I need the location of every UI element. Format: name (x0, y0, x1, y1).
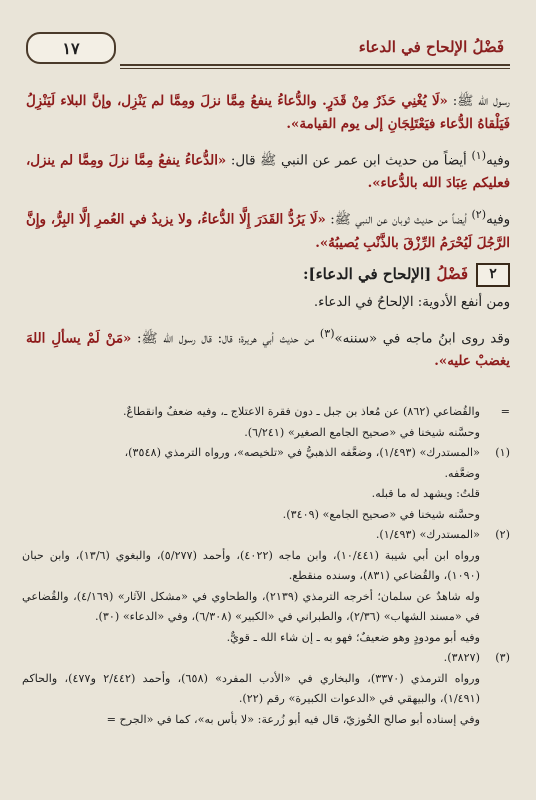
header-rule (120, 64, 510, 66)
paragraph-3-intro: وفيه (486, 212, 510, 228)
paragraph-5 (26, 322, 510, 373)
section-title (303, 263, 468, 286)
footnote-2-line-3: وله شاهدٌ عن سلمان؛ أخرجه الترمذي (٢١٣٩)، والطحاوي في «مشكل الآثار» (٤/١٦٩)، والقُضاعي في «مسند الشهاب» (٢/٣٦)، والطبراني في «الكبير» (٦/٣٠٨)، وفي «الدعاء» (٣٠). (22, 589, 480, 623)
paragraph-3 (26, 203, 510, 254)
footnote-2-line-4: وفيه أبو مودودٍ وهو ضعيفٌ؛ فهو به ـ إن شاء الله ـ قويٌّ. (226, 630, 480, 644)
paragraph-1 (26, 90, 510, 136)
footnote-ref-1: (١) (471, 149, 487, 162)
footnote-2-line-2: ورواه ابن أبي شيبة (١٠/٤٤١)، وابن ماجه (٤٠٢٢)، وأحمد (٥/٢٧٧)، والبغوي (١٣/٦)، وابن حبان (١٠٩٠)، والقُضاعي (٨٣١)، وسنده منقطع. (22, 548, 480, 582)
continuation-line-2: وحسَّنه شيخنا في «صحيح الجامع الصغير» (٦/٢٤١). (244, 425, 480, 439)
footnote-ref-2: (٢) (471, 208, 487, 222)
footnote-3-line-3: وفي إسناده أبو صالح الخُوزيّ، قال فيه أبو زُرعة: «لا بأس به»، كما في «الجرح = (106, 712, 480, 726)
section-heading (26, 263, 510, 287)
footnote-1-line-1: «المستدرك» (١/٤٩٣)، وضعَّفه الذهبيُّ في «تلخيصه»، ورواه الترمذي (٣٥٤٨)، (124, 446, 480, 459)
header-rule-thin (120, 68, 510, 69)
footnote-continuation (22, 402, 510, 423)
paragraph-2-text: أيضاً من حديث ابن عمر عن النبي ﷺ قال: (226, 153, 472, 169)
continuation-mark: = (500, 405, 510, 418)
footnote-2-line-1: «المستدرك» (١/٤٩٣). (375, 528, 480, 541)
hadith-quote-3: «لَا يَرُدُّ القَدَرَ إِلَّا الدُّعاءُ، ولا يزيدُ في العُمرِ إلَّا البِرُّ، وإِنَّ الرَّجُلَ لَيُحْرَمُ الرِّزْقَ بالذَّنْبِ يُصيبُهُ». (26, 212, 510, 251)
paragraph-5-intro: وقد روى ابنُ ماجه في «سننه» (334, 331, 510, 347)
footnote-1-line-3: قلتُ: ويشهد له ما قبله. (371, 487, 480, 500)
footnote-1-line-2: وضعَّفه. (444, 466, 480, 480)
main-text (26, 90, 510, 381)
footnote-3-mark: (٣) (495, 651, 510, 664)
footnote-1-mark: (١) (495, 446, 510, 459)
footnote-3-line-2: ورواه الترمذي (٣٣٧٠)، والبخاري في «الأدب المفرد» (٦٥٨)، وأحمد (٢/٤٤٢ و٤٧٧)، والحاكم (١/٤٩١)، والبيهقي في «الدعوات الكبيرة» رقم (٢٢). (22, 671, 480, 705)
paragraph-5-text: من حديث أبي هريرة؛ قال: قال رسول الله ﷺ: (131, 331, 320, 347)
section-title-red: فَضْلُ (436, 265, 468, 284)
paragraph-1-intro: رسول الله ﷺ: (447, 94, 510, 109)
footnote-2-mark: (٢) (495, 528, 510, 541)
hadith-quote-1: «لَا يُغْنِي حَذَرٌ مِنْ قَدَرٍ. والدُّعاءُ ينفعُ مِمَّا نزلَ ومِمَّا لم يَنْزِل، وإنَّ البلاء لَيَنْزِلُ فَيَلْقاهُ الدُّعاء فيَعْتَلِجَانِ إلى يوم القيامة». (26, 94, 510, 132)
section-number: ٢ (476, 263, 510, 287)
running-title: فَضْلُ الإلحاح في الدعاء (358, 38, 504, 56)
hadith-quote-4: «مَنْ لَمْ يسألِ اللهَ يغضبْ عليه». (26, 331, 510, 370)
page-header (26, 30, 510, 70)
paragraph-4: ومن أنفع الأدوية: الإلحاحُ في الدعاء. (313, 294, 510, 310)
footnote-2 (22, 525, 510, 546)
footnote-1-line-4: وحسَّنه شيخنا في «صحيح الجامع» (٣٤٠٩). (282, 507, 480, 521)
continuation-line-1: والقُضاعي (٨٦٢) عن مُعاذ بن جبل ـ دون فقرة الاعتلاج ـ، وفيه ضعفٌ وانقطاعٌ. (122, 405, 480, 418)
footnotes (22, 402, 510, 730)
hadith-quote-2: «الدُّعاءُ ينفعُ مِمَّا نزلَ ومِمَّا لم ينزل، فعليكم عِبَادَ الله بالدُّعاء». (26, 153, 510, 192)
section-title-rest: [الإلحاح في الدعاء]: (302, 265, 437, 284)
page-number: ١٧ (26, 32, 116, 64)
footnote-3 (22, 648, 510, 669)
footnote-ref-3: (٣) (319, 326, 335, 340)
footnote-1 (22, 443, 510, 464)
paragraph-3-text: أيضاً من حديث ثوبان عن النبي ﷺ: (325, 212, 472, 228)
paragraph-2-intro: وفيه (486, 153, 510, 169)
paragraph-2 (26, 144, 510, 195)
footnote-3-line-1: (٣٨٢٧). (443, 651, 480, 664)
